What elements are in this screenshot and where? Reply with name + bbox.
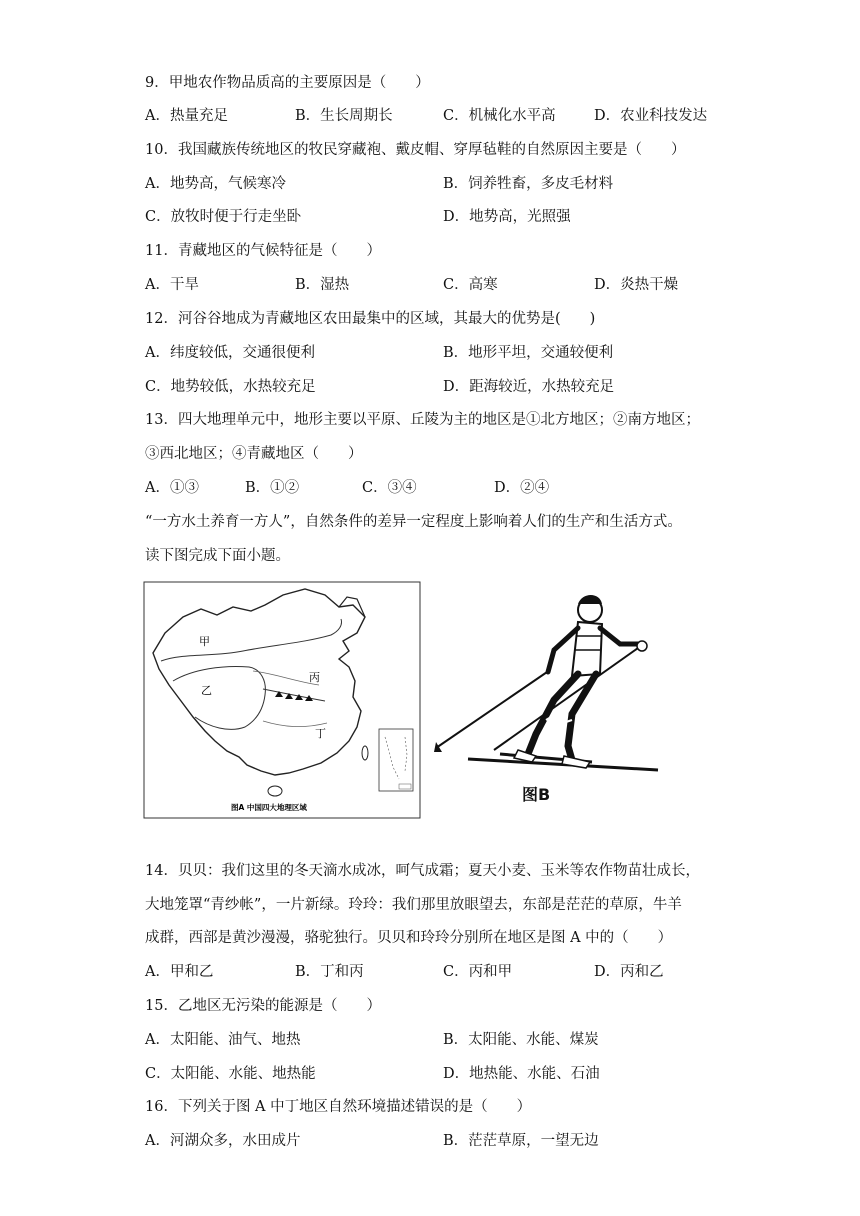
q10-option-d[interactable]: D．地势高，光照强 [443,209,571,225]
q11-option-b[interactable]: B．湿热 [295,277,350,293]
china-map-svg [143,581,421,819]
q13-option-b[interactable]: B．①② [245,480,300,496]
q13-option-d[interactable]: D．②④ [494,480,550,496]
q12-option-b[interactable]: B．地形平坦，交通较便利 [443,345,614,361]
q15-option-d[interactable]: D．地热能、水能、石油 [443,1066,600,1082]
figure-a-map [143,581,421,819]
q12-option-a[interactable]: A．纬度较低，交通很便利 [145,345,315,361]
q11-option-c[interactable]: C．高寒 [443,277,498,293]
q13-option-a[interactable]: A．①③ [145,480,199,496]
q9-option-d[interactable]: D．农业科技发达 [594,108,708,124]
q14-option-b[interactable]: B．丁和丙 [295,964,364,980]
q12-option-d[interactable]: D．距海较近，水热较充足 [443,379,615,395]
label-jia: 甲 [199,635,210,648]
q9-option-b[interactable]: B．生长周期长 [295,108,393,124]
q11-option-a[interactable]: A．干旱 [145,277,199,293]
q12-option-c[interactable]: C．地势较低，水热较充足 [145,379,316,395]
q15-option-a[interactable]: A．太阳能、油气、地热 [145,1032,301,1048]
figure-a-caption: 图A 中国四大地理区域 [231,803,307,812]
q10-option-c[interactable]: C．放牧时便于行走坐卧 [145,209,302,225]
q13-stem-line2: ③西北地区；④青藏地区（ ） [145,446,363,462]
figure-b-skier [432,574,662,810]
skier-svg [432,574,662,810]
q14-stem-line1: 14．贝贝：我们这里的冬天滴水成冰，呵气成霜；夏天小麦、玉米等农作物苗壮成长， [145,863,700,879]
q16-option-a[interactable]: A．河湖众多，水田成片 [145,1133,301,1149]
q13-stem-line1: 13．四大地理单元中，地形主要以平原、丘陵为主的地区是①北方地区；②南方地区； [145,412,700,428]
q15-option-b[interactable]: B．太阳能、水能、煤炭 [443,1032,599,1048]
q16-stem: 16．下列关于图 A 中丁地区自然环境描述错误的是（ ） [145,1099,532,1115]
label-ding: 丁 [315,727,326,740]
label-bing: 丙 [309,671,320,684]
q15-option-c[interactable]: C．太阳能、水能、地热能 [145,1066,316,1082]
q9-option-c[interactable]: C．机械化水平高 [443,108,556,124]
q16-option-b[interactable]: B．茫茫草原，一望无边 [443,1133,599,1149]
q14-option-c[interactable]: C．丙和甲 [443,964,513,980]
q15-stem: 15．乙地区无污染的能源是（ ） [145,998,381,1014]
intro-line2: 读下图完成下面小题。 [145,548,290,564]
q14-stem-line2: 大地笼罩“青纱帐”，一片新绿。玲玲：我们那里放眼望去，东部是茫茫的草原，牛羊 [145,897,682,913]
q10-option-b[interactable]: B．饲养牲畜，多皮毛材料 [443,176,614,192]
figure-b-caption: 图B [522,785,551,804]
q10-option-a[interactable]: A．地势高，气候寒冷 [145,176,286,192]
south-china-sea-inset [379,729,413,791]
q11-option-d[interactable]: D．炎热干燥 [594,277,679,293]
q13-option-c[interactable]: C．③④ [362,480,417,496]
q9-option-a[interactable]: A．热量充足 [145,108,228,124]
label-yi: 乙 [201,684,212,697]
q12-stem: 12．河谷谷地成为青藏地区农田最集中的区域，其最大的优势是( ) [145,311,596,327]
q14-option-a[interactable]: A．甲和乙 [145,964,214,980]
q14-option-d[interactable]: D．丙和乙 [594,964,664,980]
q9-stem: 9．甲地农作物品质高的主要原因是（ ） [145,75,430,91]
q10-stem: 10．我国藏族传统地区的牧民穿藏袍、戴皮帽、穿厚毡鞋的自然原因主要是（ ） [145,142,686,158]
q11-stem: 11．青藏地区的气候特征是（ ） [145,243,381,259]
q14-stem-line3: 成群，西部是黄沙漫漫，骆驼独行。贝贝和玲玲分别所在地区是图 A 中的（ ） [145,930,673,946]
intro-line1: “一方水土养育一方人”，自然条件的差异一定程度上影响着人们的生产和生活方式。 [145,514,682,530]
